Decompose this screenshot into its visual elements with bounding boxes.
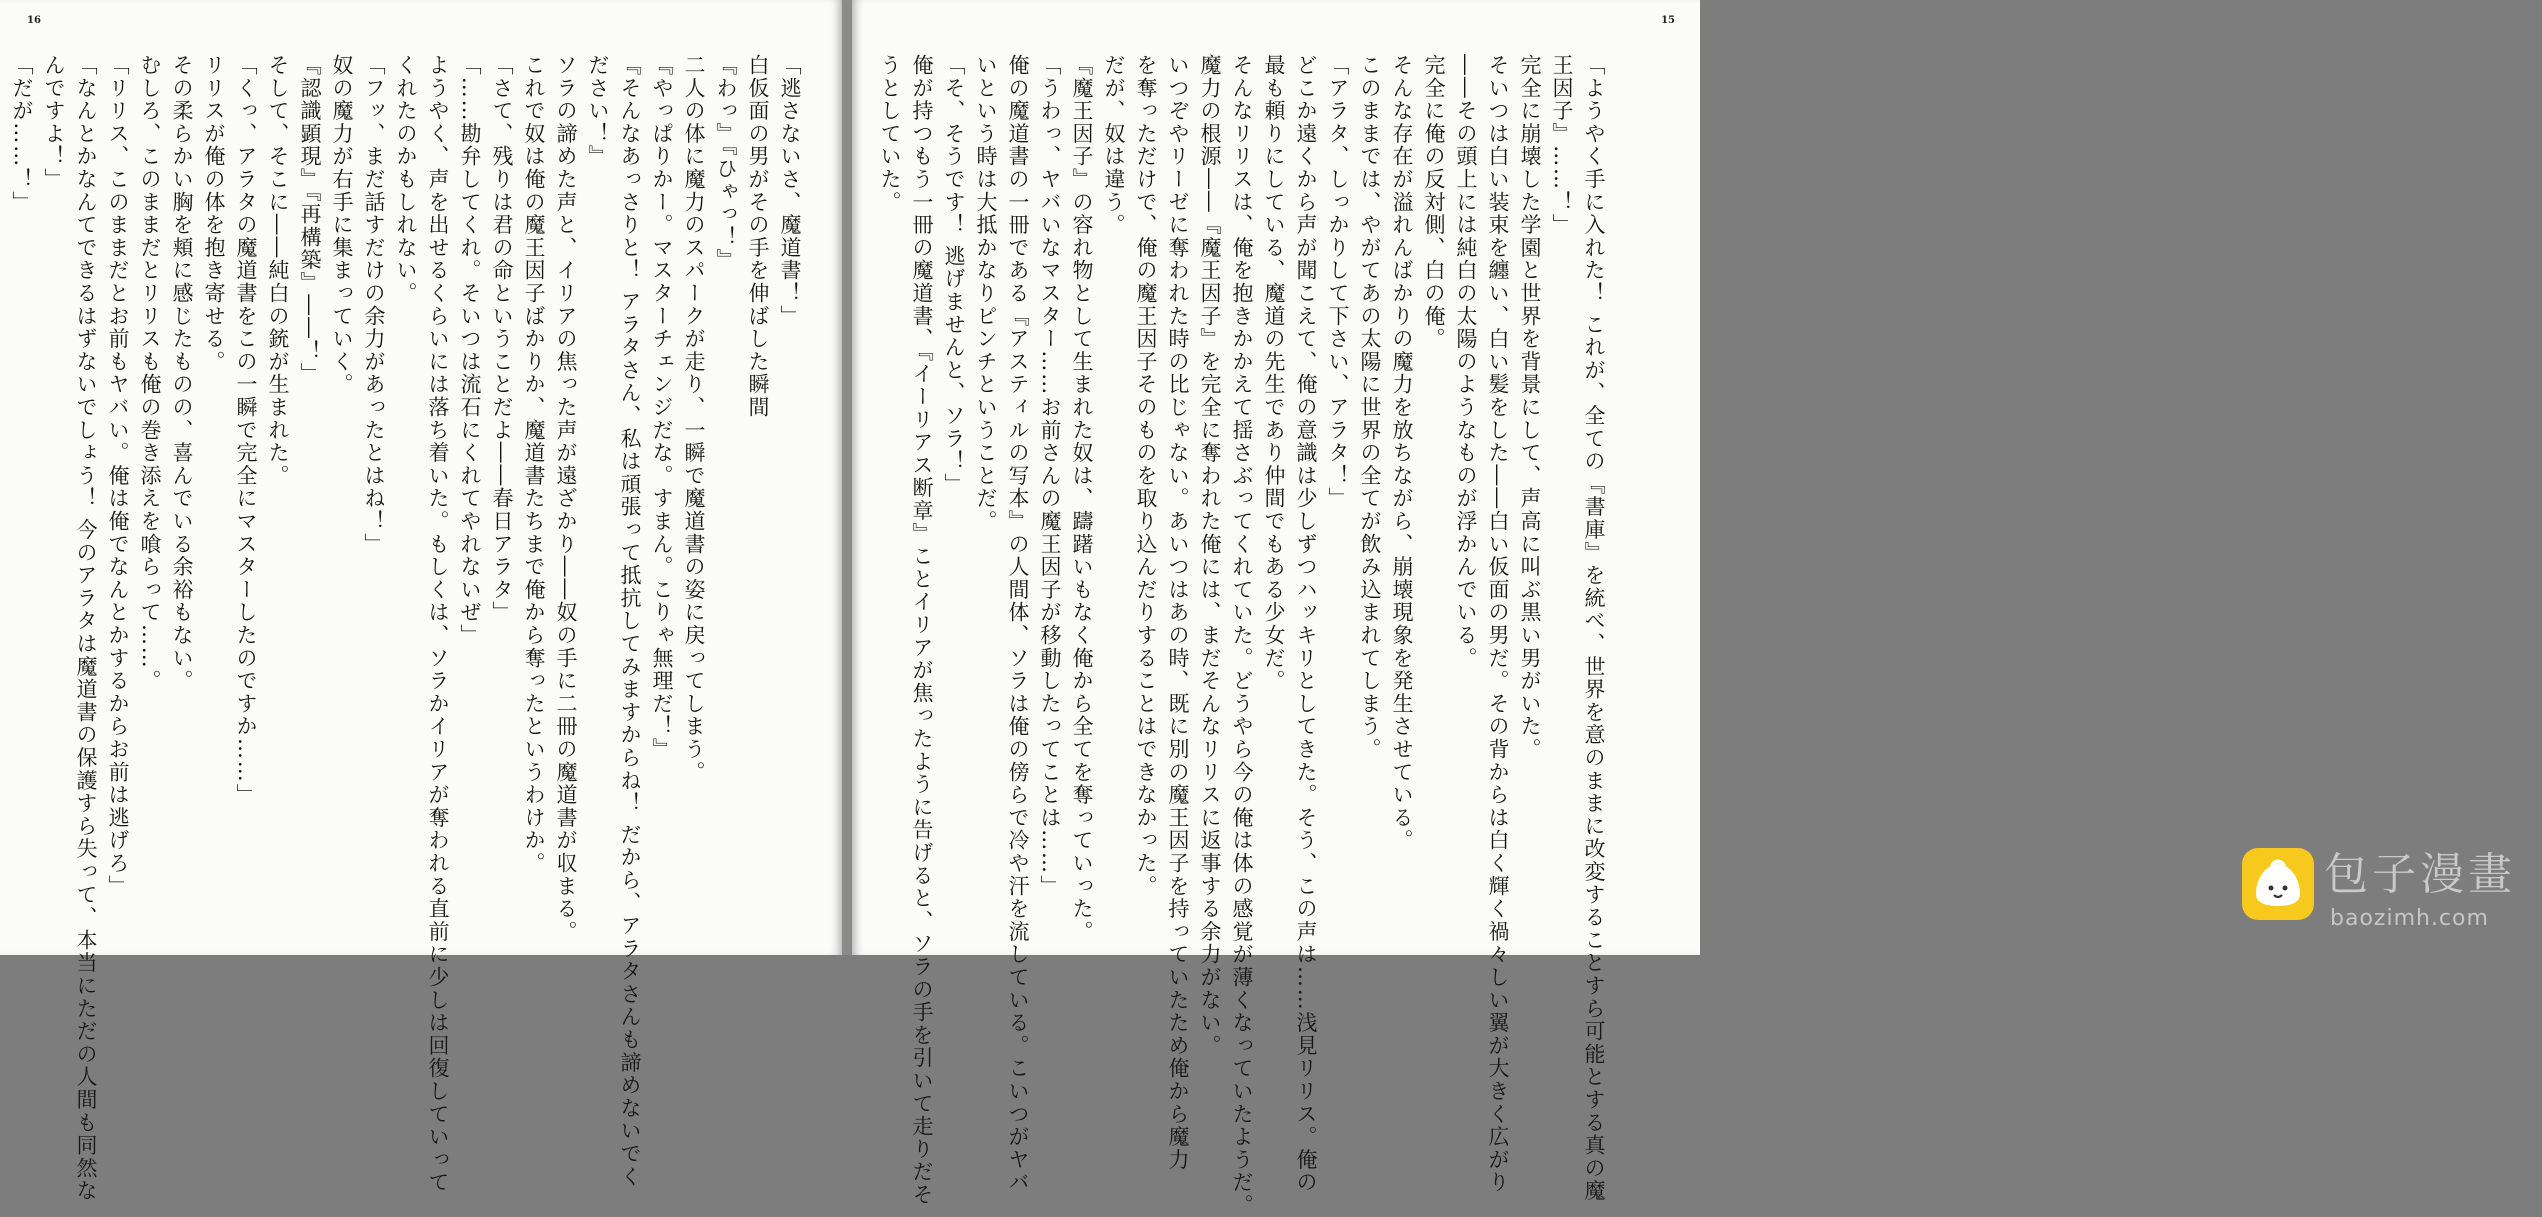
text-line: 「そ、そうです！ 逃げませんと、ソラ！」	[942, 54, 966, 496]
text-line: いつぞやリーゼに奪われた時の比じゃない。あいつはあの時、既に別の魔王因子を持っていたため俺から魔力	[1166, 54, 1190, 1172]
text-line: 『そんなあっさりと！ アラタさん、私は頑張って抵抗してみますからね！ だから、アラタさんも諦めないでく	[618, 54, 642, 1189]
text-line: 奴の魔力が右手に集まっていく。	[330, 54, 354, 396]
right-page-text	[850, 54, 1610, 1217]
text-line: いという時は大抵かなりピンチということだ。	[974, 54, 998, 533]
text-line: うとしていた。	[878, 54, 902, 214]
text-line: 俺が持つもう一冊の魔道書、『イーリアス断章』ことイリアが焦ったように告げると、ソラの手を引いて走りだそ	[910, 54, 934, 1207]
left-page	[0, 0, 842, 1203]
text-line: 「なんとかなんてできるはずないでしょう！ 今のアラタは魔道書の保護すら失って、本当にただの人間も同然な	[74, 54, 98, 1203]
text-line: 「リリス、このままだとお前もヤバい。俺は俺でなんとかするからお前は逃げろ」	[106, 54, 130, 898]
text-line: くれたのかもしれない。	[394, 54, 418, 305]
text-line: その柔らかい胸を頬に感じたものの、喜んでいる余裕もない。	[170, 54, 194, 693]
watermark-title: 包子漫畫	[2324, 849, 2516, 900]
text-line: ――その頭上には純白の太陽のようなものが浮かんでいる。	[1454, 54, 1478, 670]
text-line: そんな存在が溢れんばかりの魔力を放ちながら、崩壊現象を発生させている。	[1390, 54, 1414, 852]
left-page-text	[6, 54, 806, 1203]
text-line: んですよ！」	[42, 54, 66, 191]
watermark	[2242, 848, 2542, 948]
text-line: 魔力の根源――『魔王因子』を完全に奪われた俺には、まだそんなリリスに返事する余力がない。	[1198, 54, 1222, 1058]
text-line: だが、奴は違う。	[1102, 54, 1126, 237]
text-line: 王因子』……！」	[1550, 54, 1574, 237]
text-line: 『魔王因子』の容れ物として生まれた奴は、躊躇いもなく俺から全てを奪っていった。	[1070, 54, 1094, 944]
text-line: そいつは白い装束を纏い、白い髪をした――白い仮面の男だ。その背からは白く輝く禍々しい翼が大きく広がり	[1486, 54, 1510, 1194]
text-line: そして、そこに――純白の銃が生まれた。	[266, 54, 290, 488]
text-line: そんなリリスは、俺を抱きかかえて揺さぶってくれていた。どうやら今の俺は体の感覚が薄くなっていたようだ。	[1230, 54, 1254, 1217]
text-line: どこか遠くから声が聞こえて、俺の意識は少しずつハッキリとしてきた。そう、この声は……浅見リリス。俺の	[1294, 54, 1318, 1194]
bun-logo-icon	[2242, 848, 2314, 920]
text-line: むしろ、このままだとリリスも俺の巻き添えを喰らって……。	[138, 54, 162, 693]
left-page-number: 16	[27, 15, 41, 26]
text-line: 「うわっ、ヤバいなマスター……お前さんの魔王因子が移動したってことは……」	[1038, 54, 1062, 898]
text-line: リリスが俺の体を抱き寄せる。	[202, 54, 226, 374]
text-line: 俺の魔道書の一冊である『アスティルの写本』の人間体、ソラは俺の傍らで冷や汗を流している。こいつがヤバ	[1006, 54, 1030, 1194]
text-line: 「アラタ、しっかりして下さい、アラタ！」	[1326, 54, 1350, 510]
text-line: 「……勘弁してくれ。そいつは流石にくれてやれないぜ」	[458, 54, 482, 647]
watermark-url: baozimh.com	[2330, 906, 2489, 931]
text-line: 『認識顕現』『再構築』――！」	[298, 54, 322, 386]
text-line: を奪っただけで、俺の魔王因子そのものを取り込んだりすることはできなかった。	[1134, 54, 1158, 898]
text-line: 最も頼りにしている、魔道の先生であり仲間でもある少女だ。	[1262, 54, 1286, 693]
text-line: 「だが……！」	[10, 54, 34, 214]
text-line: 白仮面の男がその手を伸ばした瞬間	[746, 54, 770, 419]
text-line: 「さて、残りは君の命ということだよ――春日アラタ」	[490, 54, 514, 624]
text-line: 「逃さないさ、魔道書！」	[778, 54, 802, 328]
text-line: ようやく、声を出せるくらいには落ち着いた。もしくは、ソラかイリアが奪われる直前に少しは回復していって	[426, 54, 450, 1194]
text-line: 二人の体に魔力のスパークが走り、一瞬で魔道書の姿に戻ってしまう。	[682, 54, 706, 784]
text-line: 「フッ、まだ話すだけの余力があったとはね！」	[362, 54, 386, 556]
text-line: 完全に崩壊した学園と世界を背景にして、声高に叫ぶ黒い男がいた。	[1518, 54, 1542, 761]
text-line: 「ようやく手に入れた！ これが、全ての『書庫』を統べ、世界を意のままに改変することすら可能とする真の魔	[1582, 54, 1606, 1203]
right-page	[852, 0, 2516, 1217]
text-line: ソラの諦めた声と、イリアの焦った声が遠ざかり――奴の手に二冊の魔道書が収まる。	[554, 54, 578, 944]
text-line: 完全に俺の反対側、白の俺。	[1422, 54, 1446, 351]
right-page-number: 15	[1661, 15, 1675, 26]
text-line: このままでは、やがてあの太陽に世界の全てが飲み込まれてしまう。	[1358, 54, 1382, 761]
text-line: 「くっ、アラタの魔道書をこの一瞬で完全にマスターしたのですか……」	[234, 54, 258, 807]
text-line: 『わっ』『ひゃっ！』	[714, 54, 738, 272]
text-line: ださい！』	[586, 54, 610, 168]
text-line: 『やっぱりかー。マスターチェンジだな。すまん。こりゃ無理だ！』	[650, 54, 674, 761]
text-line: これで奴は俺の魔王因子ばかりか、魔道書たちまで俺から奪ったというわけか。	[522, 54, 546, 875]
